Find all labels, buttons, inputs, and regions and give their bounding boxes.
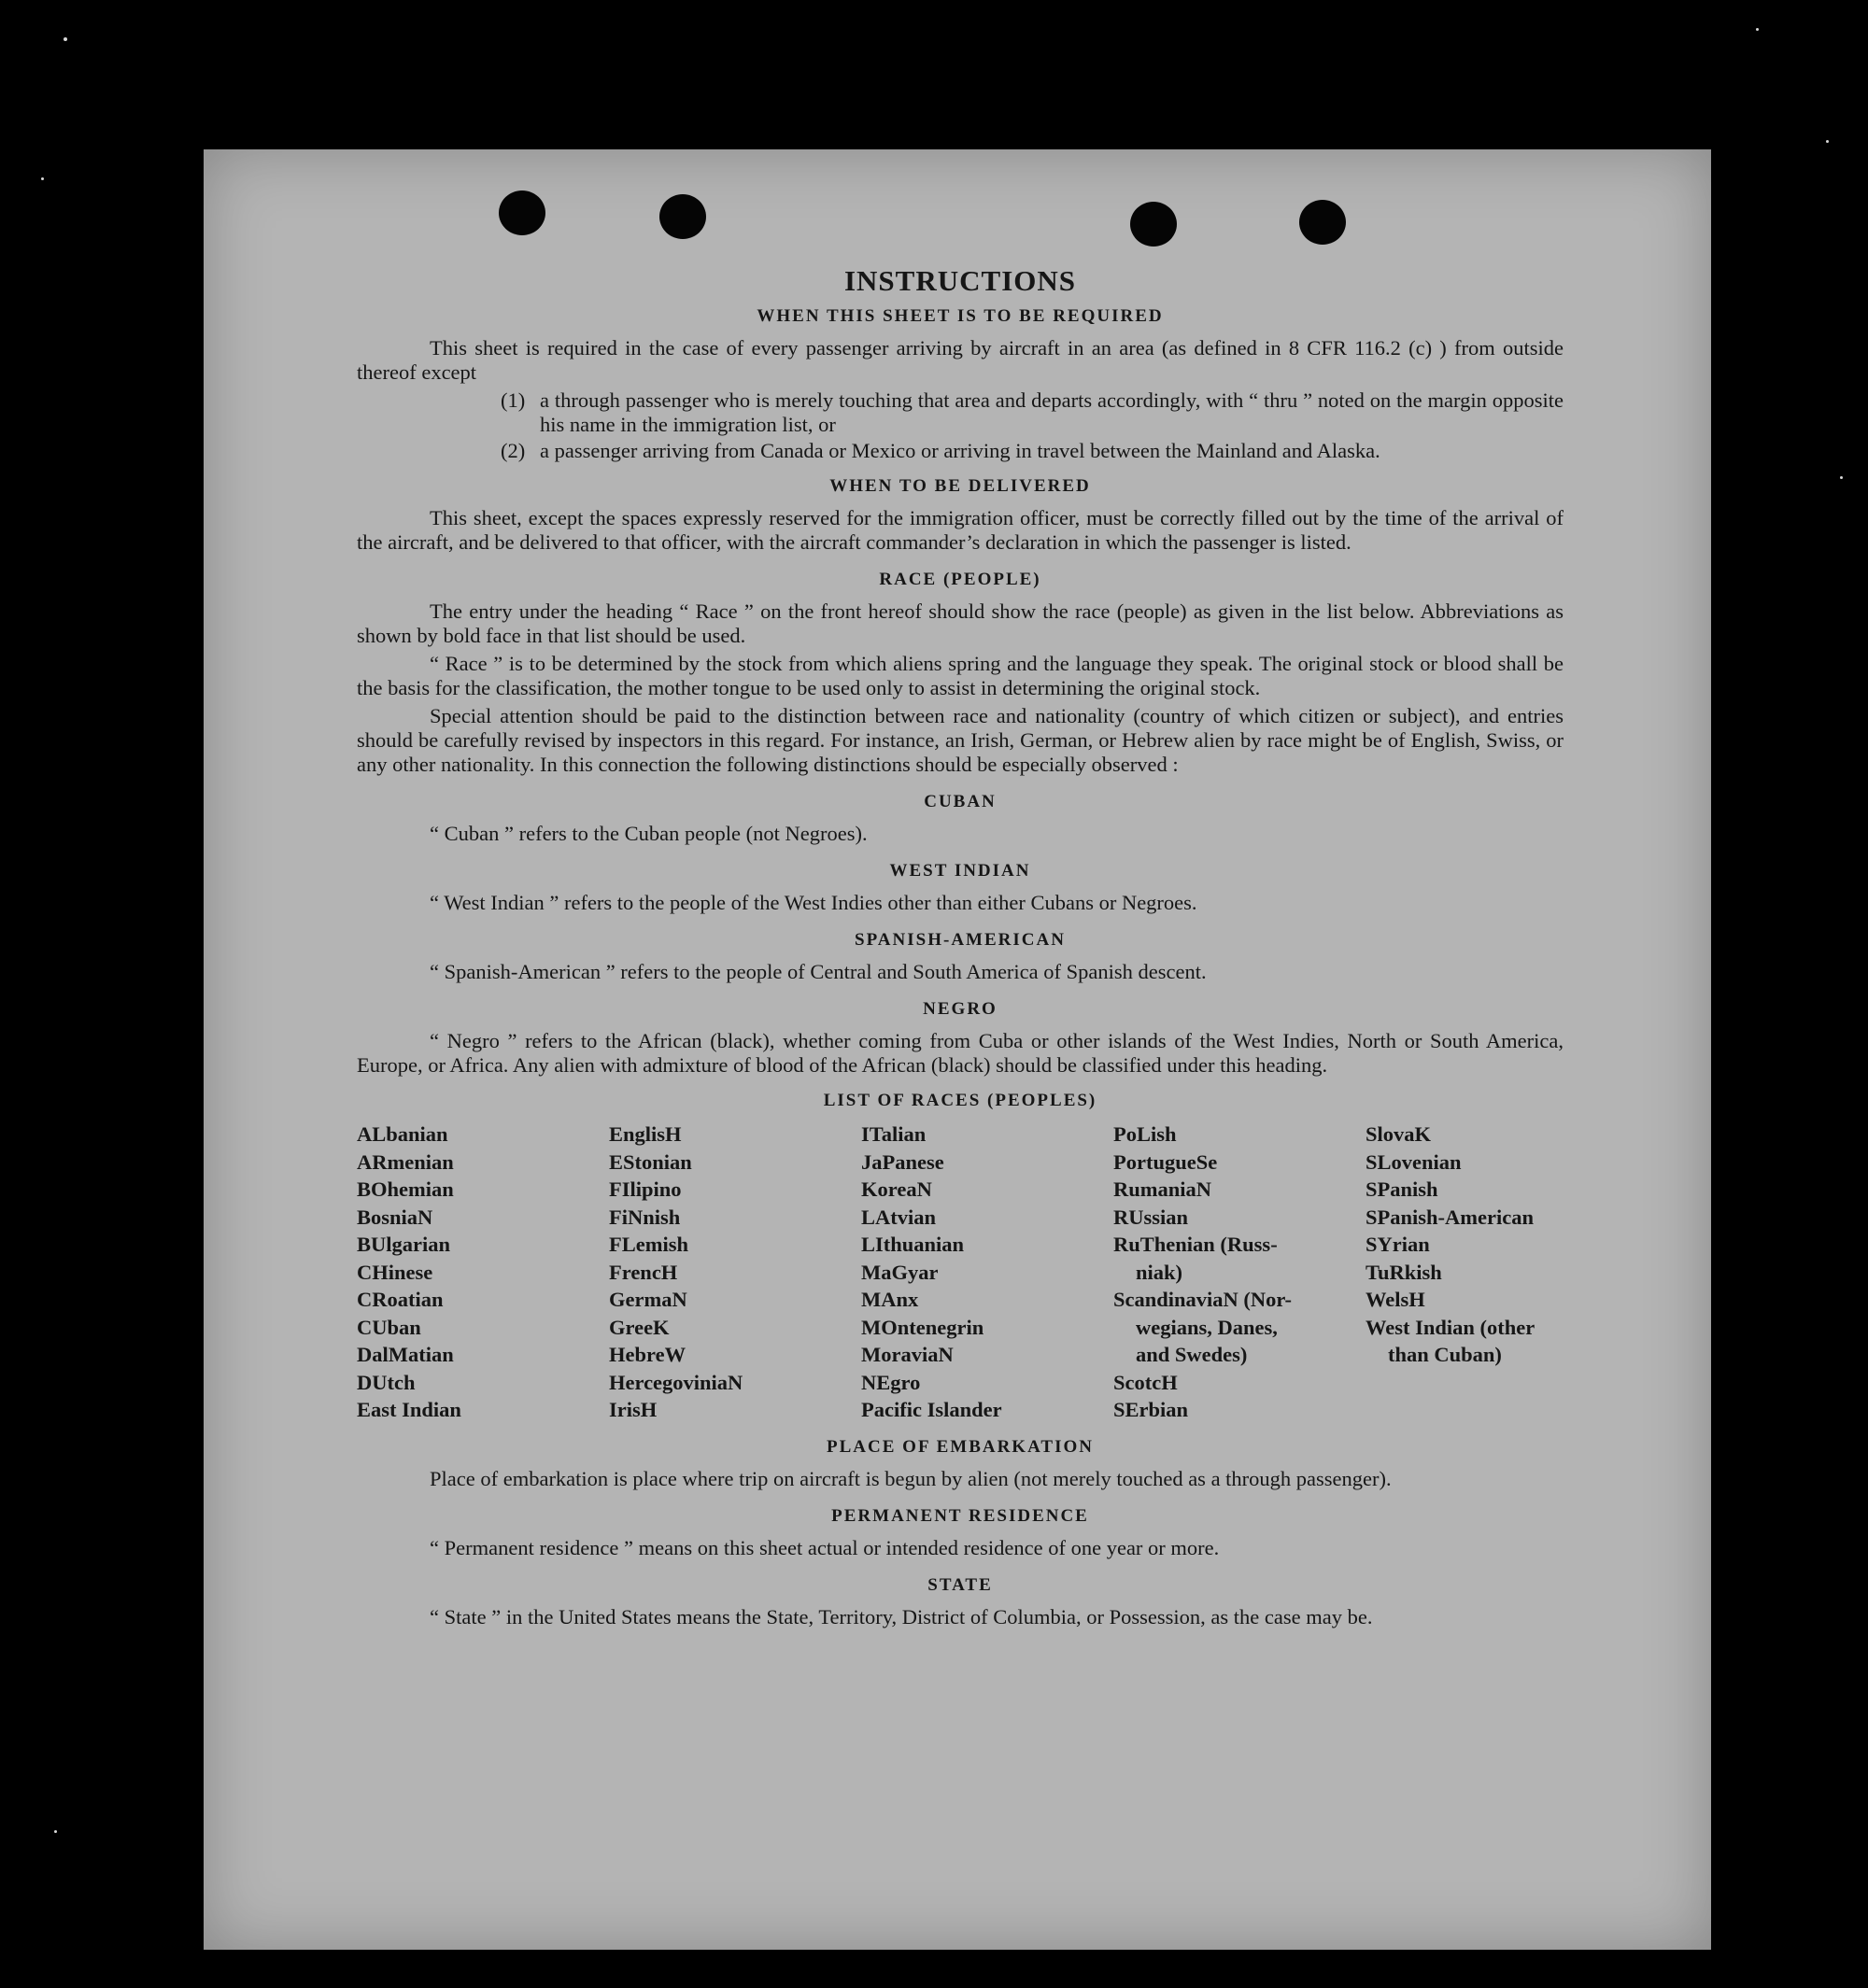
race-entry: CUban xyxy=(357,1315,421,1339)
dust-speck xyxy=(64,37,67,41)
exception-number: (1) xyxy=(501,388,526,412)
race-column xyxy=(357,1121,609,1424)
race-entry: CRoatian xyxy=(357,1288,444,1311)
race-entry: FiNnish xyxy=(609,1205,681,1229)
exception-text: a through passenger who is merely touching that area and departs accordingly, with “ thru ” noted on the margin opposite his name in the immigration list, or xyxy=(540,388,1564,436)
race-entry: RUssian xyxy=(1113,1205,1189,1229)
race-column xyxy=(609,1121,861,1424)
race-entry: ScotcH xyxy=(1113,1370,1178,1394)
race-entry: ITalian xyxy=(861,1122,927,1146)
race-entry: BosniaN xyxy=(357,1205,433,1229)
race-paragraph-3: Special attention should be paid to the distinction between race and nationality (country of which citizen or subject), and entries should be carefully revised by inspectors in this regard. For instance, an Irish, German, or Hebrew alien by race might be of English, Swiss, or any other nationality. In this connection the following distinctions should be especially observed : xyxy=(357,704,1564,776)
heading-embarkation: PLACE OF EMBARKATION xyxy=(827,1436,1094,1457)
race-entry: SlovaK xyxy=(1366,1122,1432,1146)
state-text: “ State ” in the United States means the State, Territory, District of Columbia, or Possession, as the case may be. xyxy=(430,1604,1373,1628)
heading-when-required: WHEN THIS SHEET IS TO BE REQUIRED xyxy=(757,306,1164,326)
heading-west-indian: WEST INDIAN xyxy=(889,861,1031,881)
dust-speck xyxy=(54,1830,57,1833)
race-entry: niak) xyxy=(1136,1260,1183,1284)
race-entry: RuThenian (Russ- xyxy=(1113,1233,1278,1256)
race-entry: and Swedes) xyxy=(1136,1343,1248,1366)
race-entry: RumaniaN xyxy=(1113,1177,1212,1201)
race-paragraph-1: The entry under the heading “ Race ” on the front hereof should show the race (people) as given in the list below. Abbreviations as shown by bold face in that list should be used. xyxy=(357,599,1564,647)
spanish-american-text: “ Spanish-American ” refers to the people of Central and South America of Spanish descent. xyxy=(430,960,1207,983)
heading-race: RACE (PEOPLE) xyxy=(879,570,1041,589)
race-entry: PortugueSe xyxy=(1113,1149,1218,1174)
race-entry: MOntenegrin xyxy=(861,1315,984,1339)
race-entry: NEgro xyxy=(861,1370,921,1394)
race-entry: DalMatian xyxy=(357,1343,454,1366)
instructions-content xyxy=(357,261,1564,1633)
heading-negro: NEGRO xyxy=(923,999,998,1019)
embarkation-text: Place of embarkation is place where trip on aircraft is begun by alien (not merely touched as a through passenger). xyxy=(430,1466,1392,1490)
race-column xyxy=(861,1121,1113,1424)
race-entry: DUtch xyxy=(357,1370,416,1394)
race-entry: CHinese xyxy=(357,1260,433,1284)
race-entry: EStonian xyxy=(609,1149,692,1174)
permanent-residence-text: “ Permanent residence ” means on this sheet actual or intended residence of one year or more. xyxy=(430,1535,1220,1559)
heading-spanish-american: SPANISH-AMERICAN xyxy=(855,930,1066,950)
heading-cuban: CUBAN xyxy=(924,792,997,811)
race-entry: GermaN xyxy=(609,1288,687,1311)
race-entry: MAnx xyxy=(861,1288,919,1311)
race-entry: TuRkish xyxy=(1366,1260,1442,1284)
dust-speck xyxy=(1756,28,1759,31)
race-list xyxy=(357,1121,1564,1424)
race-entry: West Indian (other xyxy=(1366,1315,1535,1339)
when-required-intro: This sheet is required in the case of every passenger arriving by aircraft in an area (as defined in 8 CFR 116.2 (c) ) from outside thereof except xyxy=(357,336,1564,384)
race-entry: than Cuban) xyxy=(1388,1343,1502,1366)
race-entry: SPanish xyxy=(1366,1177,1438,1201)
race-entry: SYrian xyxy=(1366,1233,1430,1256)
race-entry: ARmenian xyxy=(357,1149,454,1174)
dust-speck xyxy=(1826,140,1829,143)
heading-state: STATE xyxy=(927,1574,993,1595)
west-indian-text: “ West Indian ” refers to the people of the West Indies other than either Cubans or Negroes. xyxy=(430,891,1197,914)
race-entry: ALbanian xyxy=(357,1122,448,1146)
race-entry: HebreW xyxy=(609,1343,686,1366)
heading-permanent-residence: PERMANENT RESIDENCE xyxy=(831,1505,1089,1526)
race-entry: PoLish xyxy=(1113,1122,1177,1146)
race-entry: FLemish xyxy=(609,1233,689,1256)
when-delivered-text: This sheet, except the spaces expressly reserved for the immigration officer, must be correctly filled out by the time of the arrival of the aircraft, and be delivered to that officer, with the aircraft commander’s declaration in which the passenger is listed. xyxy=(357,506,1564,554)
negro-text: “ Negro ” refers to the African (black), whether coming from Cuba or other islands of the West Indies, North or South America, Europe, or Africa. Any alien with admixture of blood of the African (black) should be classified under this heading. xyxy=(357,1029,1564,1077)
exception-item xyxy=(501,388,1564,437)
cuban-text: “ Cuban ” refers to the Cuban people (not Negroes). xyxy=(430,822,868,845)
race-entry: FrencH xyxy=(609,1260,678,1284)
race-entry: wegians, Danes, xyxy=(1136,1315,1278,1339)
race-entry: BUlgarian xyxy=(357,1233,451,1256)
race-entry: ScandinaviaN (Nor- xyxy=(1113,1288,1293,1311)
race-entry: MoraviaN xyxy=(861,1343,954,1366)
punch-hole xyxy=(1299,200,1346,245)
race-paragraph-2: “ Race ” is to be determined by the stock from which aliens spring and the language they speak. The original stock or blood shall be the basis for the classification, the mother tongue to be used only to assist in determining the original stock. xyxy=(357,652,1564,699)
race-entry: MaGyar xyxy=(861,1260,939,1284)
race-entry: East Indian xyxy=(357,1398,461,1421)
dust-speck xyxy=(1840,476,1843,479)
race-entry: WelsH xyxy=(1366,1288,1425,1311)
race-entry: SLovenian xyxy=(1366,1149,1462,1174)
race-entry: EnglisH xyxy=(609,1122,682,1146)
race-entry: GreeK xyxy=(609,1315,670,1339)
heading-list-of-races: LIST OF RACES (PEOPLES) xyxy=(823,1091,1097,1110)
race-entry: SPanish-American xyxy=(1366,1205,1534,1229)
race-column xyxy=(1113,1121,1366,1424)
race-entry: JaPanese xyxy=(861,1149,944,1174)
race-entry: LAtvian xyxy=(861,1205,937,1229)
document-page xyxy=(204,149,1711,1950)
race-entry: LIthuanian xyxy=(861,1233,965,1256)
race-entry: FIlipino xyxy=(609,1177,682,1201)
race-entry: Pacific Islander xyxy=(861,1398,1002,1421)
page-title: INSTRUCTIONS xyxy=(843,264,1076,297)
heading-when-delivered: WHEN TO BE DELIVERED xyxy=(829,476,1091,496)
dust-speck xyxy=(41,177,44,180)
exception-text: a passenger arriving from Canada or Mexico or arriving in travel between the Mainland and Alaska. xyxy=(540,439,1380,462)
race-entry: IrisH xyxy=(609,1398,658,1421)
exception-item xyxy=(501,439,1564,463)
race-column xyxy=(1366,1121,1564,1424)
exception-number: (2) xyxy=(501,439,526,462)
race-entry: KoreaN xyxy=(861,1177,932,1201)
punch-hole xyxy=(1130,202,1177,247)
race-entry: SErbian xyxy=(1113,1398,1189,1421)
race-entry: BOhemian xyxy=(357,1177,454,1201)
punch-hole xyxy=(499,190,545,235)
punch-hole xyxy=(659,194,706,239)
race-entry: HercegoviniaN xyxy=(609,1370,743,1394)
exception-list xyxy=(501,388,1564,463)
